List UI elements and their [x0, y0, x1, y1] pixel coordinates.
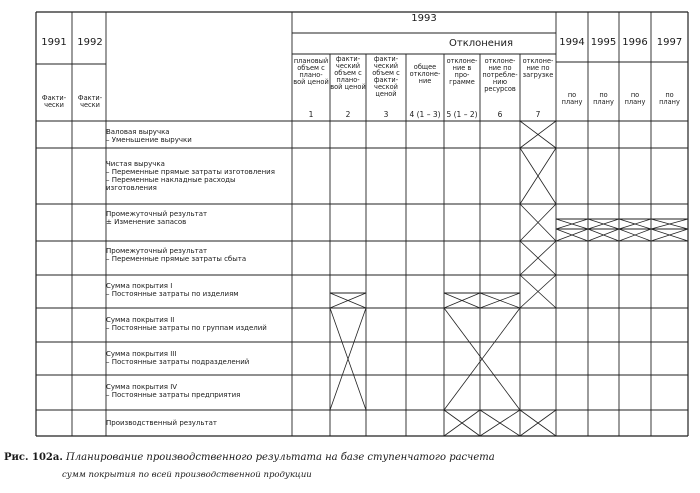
figure-caption: [4, 452, 495, 463]
per-plan-1996: по плану: [624, 91, 646, 106]
row-sub: – Переменные накладные расходы: [106, 176, 236, 185]
year-1993: 1993: [411, 13, 437, 24]
year-1992: 1992: [77, 37, 103, 48]
col4-number: 4 (1 – 3): [409, 110, 441, 119]
year-1994: 1994: [559, 37, 585, 48]
figure-caption-line2: сумм покрытия по всей производственной продукции: [62, 470, 312, 480]
figure-title: Планирование производственного результата на базе ступенчатого расчета: [66, 452, 495, 463]
year-1997: 1997: [656, 37, 683, 48]
row-contribution-4: [106, 383, 240, 399]
row-net-revenue: [106, 160, 275, 192]
row-production-result: [106, 419, 217, 427]
row-sub: – Постоянные затраты по группам изделий: [106, 324, 267, 333]
row-sub: – Переменные прямые затраты изготовления: [106, 168, 275, 177]
figure-label: Рис. 102а.: [4, 452, 63, 463]
per-plan-1995: по плану: [593, 91, 614, 106]
year-1996: 1996: [622, 37, 648, 48]
col7-number: 7: [535, 110, 541, 119]
row-gross-revenue: [106, 128, 192, 144]
col7-header: отклоне- ние по загрузке: [522, 57, 554, 79]
row-head: Валовая выручка: [106, 128, 170, 136]
year-1995: 1995: [590, 37, 617, 48]
col4-header: общее отклоне- ние: [409, 63, 441, 85]
col6-header: отклоне- ние по потребле- нию ресурсов: [482, 57, 518, 93]
col6-number: 6: [497, 110, 503, 119]
row-sub: – Постоянные затраты подразделений: [106, 358, 250, 367]
actual-1991-label: Факти- чески: [41, 94, 67, 109]
col2-number: 2: [345, 110, 351, 119]
row-contribution-2: [106, 316, 267, 332]
per-plan-1994: по плану: [561, 91, 583, 106]
row-sub: – Уменьшение выручки: [106, 136, 192, 145]
row-sub: – Постоянные затраты предприятия: [106, 391, 241, 400]
row-head: Сумма покрытия II: [106, 316, 175, 324]
row-head: Промежуточный результат: [106, 247, 208, 255]
row-intermediate-result-1: [106, 210, 207, 226]
row-sub: – Переменные прямые затраты сбыта: [106, 255, 247, 264]
row-contribution-1: [106, 282, 239, 298]
deviations-heading: Отклонения: [449, 38, 513, 49]
actual-1992-label: Факти- чески: [77, 94, 103, 109]
col2-header: факти- ческий объем с плано- вой ценой: [330, 55, 366, 91]
col5-number: 5 (1 – 2): [446, 110, 478, 119]
col1-header: плановый объем с плано- вой ценой: [293, 57, 329, 86]
row-head: Промежуточный результат: [106, 210, 208, 218]
per-plan-1997: по плану: [659, 91, 680, 106]
row-sub: – Постоянные затраты по изделиям: [106, 290, 239, 299]
row-head: Чистая выручка: [106, 160, 165, 168]
row-head: Сумма покрытия III: [106, 350, 177, 358]
row-contribution-3: [106, 350, 249, 366]
col1-number: 1: [308, 110, 314, 119]
col5-header: отклоне- ние в про- грамме: [446, 57, 478, 86]
col3-number: 3: [383, 110, 389, 119]
row-head: Производственный результат: [106, 419, 217, 427]
row-sub: ± Изменение запасов: [106, 218, 187, 227]
row-head: Сумма покрытия IV: [106, 383, 178, 391]
year-1991: 1991: [41, 37, 67, 48]
row-intermediate-result-2: [106, 247, 246, 263]
col3-header: факти- ческий объем с факти- ческой ценой: [372, 55, 400, 98]
row-head: Сумма покрытия I: [106, 282, 173, 290]
row-sub: изготовления: [106, 184, 157, 193]
